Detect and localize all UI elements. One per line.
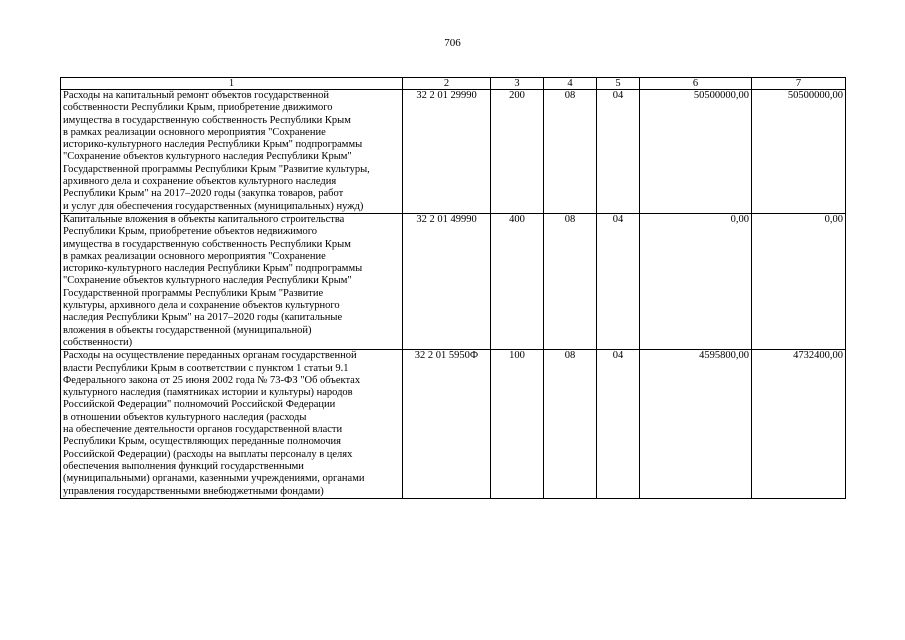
amount-col-7: 4732400,00 bbox=[752, 350, 846, 499]
description-line: имущества в государственную собственность Республики Крым bbox=[63, 238, 351, 250]
expense-type-code: 400 bbox=[491, 213, 544, 349]
header-cell: 6 bbox=[640, 78, 752, 90]
description-line: Российской Федерации) (расходы на выплаты персоналу в целях bbox=[63, 448, 353, 460]
table-header-row bbox=[61, 78, 846, 90]
description-line: Расходы на капитальный ремонт объектов государственной bbox=[63, 90, 330, 101]
header-cell: 5 bbox=[597, 78, 640, 90]
table-row bbox=[61, 90, 846, 214]
description-line: Республики Крым, приобретение объектов недвижимого bbox=[63, 226, 318, 238]
description-line: "Сохранение объектов культурного наследия Республики Крым" bbox=[63, 275, 352, 287]
description-line: вложения в объекты государственной (муниципальной) bbox=[63, 324, 312, 336]
section-code: 08 bbox=[544, 350, 597, 499]
description-line: Республики Крым" на 2017–2020 годы (закупка товаров, работ bbox=[63, 188, 344, 200]
row-description bbox=[61, 90, 403, 214]
description-line: имущества в государственную собственность Республики Крым bbox=[63, 114, 351, 126]
description-line: (муниципальными) органами, казенными учреждениями, органами bbox=[63, 473, 365, 485]
table-row bbox=[61, 350, 846, 499]
description-line: и услуг для обеспечения государственных (муниципальных) нужд) bbox=[63, 200, 364, 212]
description-line: Государственной программы Республики Крым "Развитие культуры, bbox=[63, 163, 370, 175]
description-line: управления государственными внебюджетными фондами) bbox=[63, 485, 324, 497]
description-line: культурного наследия (памятниках истории и культуры) народов bbox=[63, 387, 353, 399]
description-line: Российской Федерации" полномочий Российской Федерации bbox=[63, 399, 336, 411]
subsection-code: 04 bbox=[597, 90, 640, 214]
description-line: Государственной программы Республики Крым "Развитие bbox=[63, 287, 324, 299]
description-line: обеспечения выполнения функций государственными bbox=[63, 460, 304, 472]
section-code: 08 bbox=[544, 213, 597, 349]
header-cell: 4 bbox=[544, 78, 597, 90]
description-line: Расходы на осуществление переданных органам государственной bbox=[63, 350, 357, 362]
budget-table bbox=[60, 77, 846, 499]
subsection-code: 04 bbox=[597, 213, 640, 349]
header-cell: 2 bbox=[403, 78, 491, 90]
description-line: историко-культурного наследия Республики Крым" подпрограммы bbox=[63, 263, 363, 275]
row-description bbox=[61, 213, 403, 349]
header-cell: 7 bbox=[752, 78, 846, 90]
expense-type-code: 100 bbox=[491, 350, 544, 499]
description-line: культуры, архивного дела и сохранение объектов культурного bbox=[63, 300, 340, 312]
amount-col-7: 50500000,00 bbox=[752, 90, 846, 214]
subsection-code: 04 bbox=[597, 350, 640, 499]
section-code: 08 bbox=[544, 90, 597, 214]
description-line: наследия Республики Крым" на 2017–2020 годы (капитальные bbox=[63, 312, 343, 324]
description-line: Федерального закона от 25 июня 2002 года № 73-ФЗ "Об объектах bbox=[63, 374, 361, 386]
description-line: Капитальные вложения в объекты капитального строительства bbox=[63, 213, 345, 225]
header-cell: 3 bbox=[491, 78, 544, 90]
description-line: в рамках реализации основного мероприятия "Сохранение bbox=[63, 126, 326, 138]
description-line: Республики Крым, осуществляющих переданные полномочия bbox=[63, 436, 341, 448]
target-article-code: 32 2 01 29990 bbox=[403, 90, 491, 214]
amount-col-6: 4595800,00 bbox=[640, 350, 752, 499]
description-line: в рамках реализации основного мероприятия "Сохранение bbox=[63, 250, 326, 262]
description-line: историко-культурного наследия Республики Крым" подпрограммы bbox=[63, 139, 363, 151]
amount-col-6: 0,00 bbox=[640, 213, 752, 349]
description-line: архивного дела и сохранение объектов культурного наследия bbox=[63, 176, 337, 188]
description-line: в отношении объектов культурного наследия (расходы bbox=[63, 411, 307, 423]
description-line: собственности Республики Крым, приобретение движимого bbox=[63, 102, 333, 114]
target-article-code: 32 2 01 5950Ф bbox=[403, 350, 491, 499]
amount-col-7: 0,00 bbox=[752, 213, 846, 349]
header-cell: 1 bbox=[61, 78, 403, 90]
target-article-code: 32 2 01 49990 bbox=[403, 213, 491, 349]
description-line: собственности) bbox=[63, 336, 133, 348]
page-number: 706 bbox=[444, 37, 461, 49]
description-line: на обеспечение деятельности органов государственной власти bbox=[63, 424, 343, 436]
description-line: власти Республики Крым в соответствии с пунктом 1 статьи 9.1 bbox=[63, 362, 349, 374]
description-line: "Сохранение объектов культурного наследия Республики Крым" bbox=[63, 151, 352, 163]
amount-col-6: 50500000,00 bbox=[640, 90, 752, 214]
expense-type-code: 200 bbox=[491, 90, 544, 214]
row-description bbox=[61, 350, 403, 499]
table-row bbox=[61, 213, 846, 349]
